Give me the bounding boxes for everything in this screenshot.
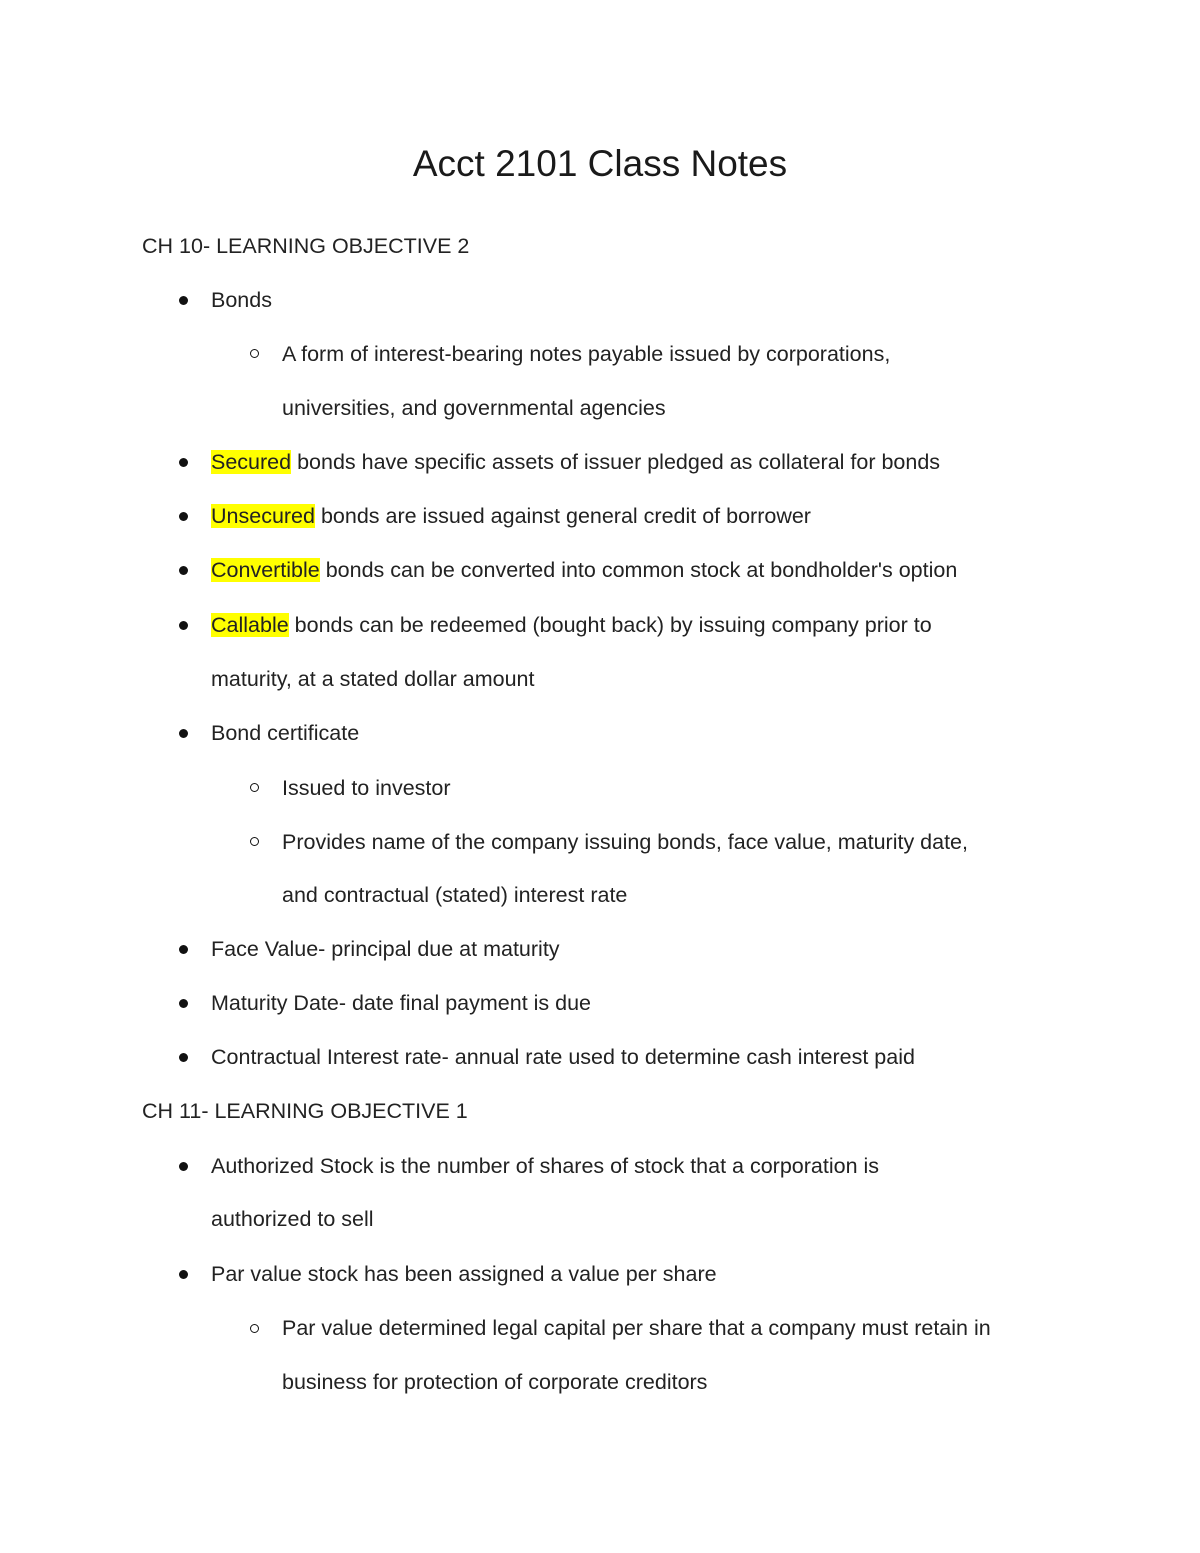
list-item-text: bonds can be redeemed (bought back) by issuing company prior to	[288, 613, 932, 637]
highlighted-term: Secured	[211, 450, 292, 474]
list-item	[211, 610, 932, 640]
list-item: Contractual Interest rate- annual rate used to determine cash interest paid	[211, 1045, 915, 1069]
bullet-ring-icon	[250, 349, 259, 358]
list-item: Bond certificate	[211, 721, 360, 745]
section-heading: CH 11- LEARNING OBJECTIVE 1	[142, 1099, 468, 1123]
list-item: Maturity Date- date final payment is due	[211, 991, 592, 1015]
bullet-dot-icon	[179, 945, 188, 954]
highlighted-term: Convertible	[211, 558, 320, 582]
list-item-text: bonds have specific assets of issuer pledged as collateral for bonds	[291, 450, 941, 474]
bullet-dot-icon	[179, 1270, 188, 1279]
bullet-dot-icon	[179, 566, 188, 575]
bullet-dot-icon	[179, 729, 188, 738]
list-item: Bonds	[211, 288, 272, 312]
sub-list-item-continuation: and contractual (stated) interest rate	[282, 883, 628, 907]
section-heading: CH 10- LEARNING OBJECTIVE 2	[142, 234, 470, 258]
list-item	[211, 501, 811, 531]
bullet-dot-icon	[179, 999, 188, 1008]
bullet-dot-icon	[179, 621, 188, 630]
highlighted-term: Callable	[211, 613, 289, 637]
bullet-dot-icon	[179, 1053, 188, 1062]
list-item	[211, 555, 957, 585]
bullet-dot-icon	[179, 1162, 188, 1171]
list-item: Face Value- principal due at maturity	[211, 937, 560, 961]
list-item-continuation: maturity, at a stated dollar amount	[211, 667, 535, 691]
bullet-ring-icon	[250, 837, 259, 846]
list-item-text: bonds are issued against general credit of borrower	[314, 504, 811, 528]
bullet-dot-icon	[179, 458, 188, 467]
list-item: Par value stock has been assigned a value per share	[211, 1262, 717, 1286]
bullet-dot-icon	[179, 512, 188, 521]
list-item	[211, 447, 940, 477]
sub-list-item-continuation: universities, and governmental agencies	[282, 396, 666, 420]
sub-list-item-continuation: business for protection of corporate creditors	[282, 1370, 708, 1394]
highlighted-term: Unsecured	[211, 504, 315, 528]
sub-list-item: Issued to investor	[282, 776, 451, 800]
document-title: Acct 2101 Class Notes	[412, 143, 788, 184]
list-item: Authorized Stock is the number of shares of stock that a corporation is	[211, 1154, 880, 1178]
bullet-ring-icon	[250, 1324, 259, 1333]
bullet-ring-icon	[250, 783, 259, 792]
sub-list-item: Provides name of the company issuing bonds, face value, maturity date,	[282, 830, 968, 854]
list-item-continuation: authorized to sell	[211, 1207, 374, 1231]
list-item-text: bonds can be converted into common stock at bondholder's option	[319, 558, 958, 582]
sub-list-item: A form of interest-bearing notes payable issued by corporations,	[282, 342, 891, 366]
bullet-dot-icon	[179, 296, 188, 305]
sub-list-item: Par value determined legal capital per share that a company must retain in	[282, 1316, 991, 1340]
